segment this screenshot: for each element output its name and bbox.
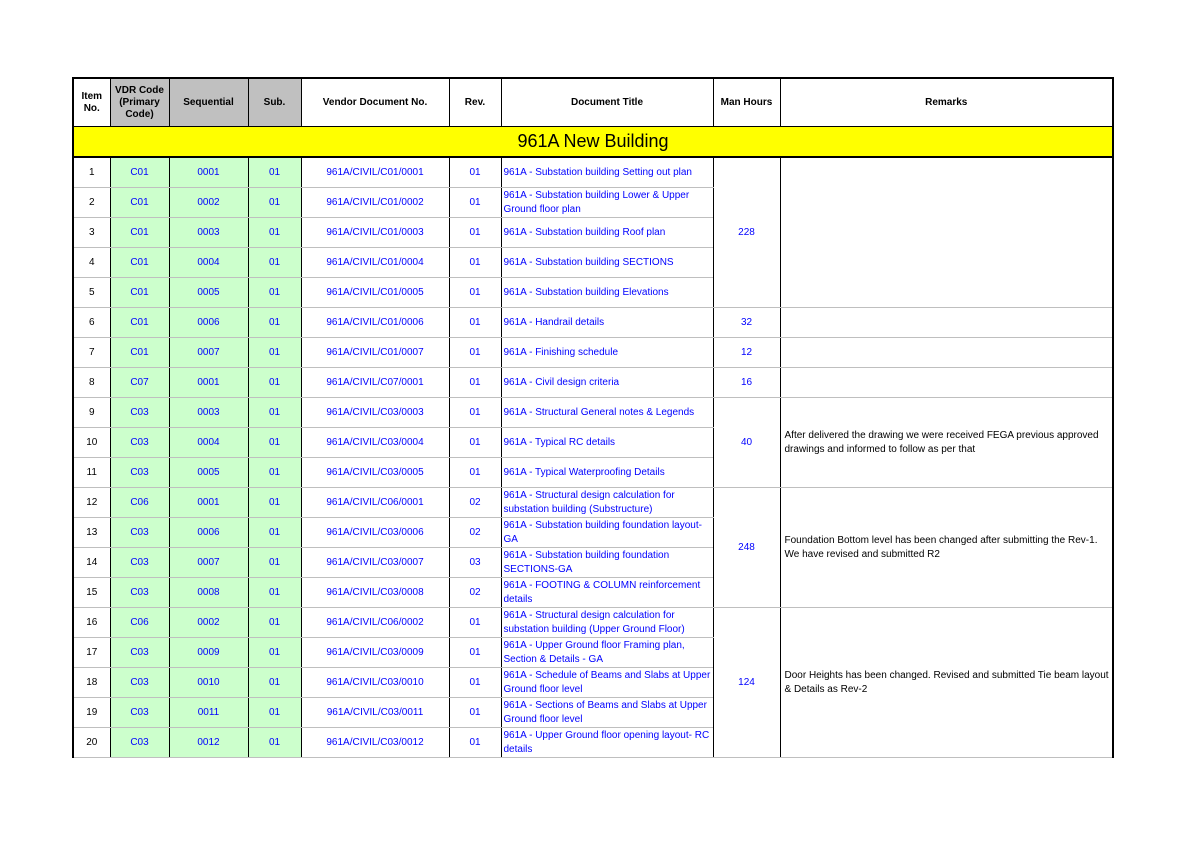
cell-sequential: 0005	[169, 278, 248, 308]
header-sequential: Sequential	[169, 78, 248, 127]
cell-sub: 01	[248, 728, 301, 758]
cell-vdr-code: C01	[110, 338, 169, 368]
cell-sequential: 0008	[169, 578, 248, 608]
cell-sequential: 0001	[169, 157, 248, 188]
cell-item: 4	[73, 248, 110, 278]
cell-doc-title: 961A - Typical RC details	[501, 428, 713, 458]
cell-man-hours: 12	[713, 338, 780, 368]
vdr-table	[72, 77, 1114, 758]
table-row	[73, 338, 1113, 368]
cell-man-hours: 32	[713, 308, 780, 338]
cell-rev: 01	[449, 338, 501, 368]
cell-doc-title: 961A - Civil design criteria	[501, 368, 713, 398]
cell-item: 20	[73, 728, 110, 758]
cell-sub: 01	[248, 218, 301, 248]
cell-rev: 03	[449, 548, 501, 578]
cell-sequential: 0004	[169, 248, 248, 278]
cell-sub: 01	[248, 157, 301, 188]
cell-vdr-code: C03	[110, 728, 169, 758]
cell-vendor-doc: 961A/CIVIL/C01/0006	[301, 308, 449, 338]
header-vendor-doc: Vendor Document No.	[301, 78, 449, 127]
cell-item: 16	[73, 608, 110, 638]
cell-vendor-doc: 961A/CIVIL/C03/0011	[301, 698, 449, 728]
header-doc-title: Document Title	[501, 78, 713, 127]
cell-rev: 02	[449, 488, 501, 518]
cell-rev: 01	[449, 157, 501, 188]
cell-sub: 01	[248, 368, 301, 398]
cell-item: 18	[73, 668, 110, 698]
cell-vendor-doc: 961A/CIVIL/C03/0005	[301, 458, 449, 488]
cell-remarks	[780, 338, 1113, 368]
cell-vdr-code: C03	[110, 578, 169, 608]
cell-doc-title: 961A - FOOTING & COLUMN reinforcement details	[501, 578, 713, 608]
cell-vdr-code: C01	[110, 157, 169, 188]
cell-sub: 01	[248, 578, 301, 608]
cell-sub: 01	[248, 638, 301, 668]
cell-sub: 01	[248, 518, 301, 548]
section-title: 961A New Building	[73, 127, 1113, 158]
document-register-sheet	[72, 77, 1112, 758]
cell-vdr-code: C03	[110, 548, 169, 578]
cell-vendor-doc: 961A/CIVIL/C03/0008	[301, 578, 449, 608]
cell-vendor-doc: 961A/CIVIL/C03/0010	[301, 668, 449, 698]
table-row	[73, 398, 1113, 428]
cell-vendor-doc: 961A/CIVIL/C03/0009	[301, 638, 449, 668]
cell-remarks: Door Heights has been changed. Revised and submitted Tie beam layout & Details as Rev-2	[780, 608, 1113, 758]
cell-sub: 01	[248, 668, 301, 698]
cell-vdr-code: C07	[110, 368, 169, 398]
cell-item: 8	[73, 368, 110, 398]
cell-vendor-doc: 961A/CIVIL/C03/0012	[301, 728, 449, 758]
cell-rev: 02	[449, 518, 501, 548]
cell-rev: 01	[449, 728, 501, 758]
cell-doc-title: 961A - Upper Ground floor Framing plan, Section & Details - GA	[501, 638, 713, 668]
header-vdr-code: VDR Code (Primary Code)	[110, 78, 169, 127]
cell-doc-title: 961A - Substation building SECTIONS	[501, 248, 713, 278]
cell-sequential: 0002	[169, 608, 248, 638]
cell-sub: 01	[248, 428, 301, 458]
cell-vendor-doc: 961A/CIVIL/C01/0004	[301, 248, 449, 278]
cell-man-hours: 228	[713, 157, 780, 308]
cell-doc-title: 961A - Structural design calculation for substation building (Upper Ground Floor)	[501, 608, 713, 638]
cell-vendor-doc: 961A/CIVIL/C01/0001	[301, 157, 449, 188]
cell-item: 10	[73, 428, 110, 458]
cell-sub: 01	[248, 698, 301, 728]
cell-sub: 01	[248, 188, 301, 218]
cell-sequential: 0007	[169, 338, 248, 368]
cell-vendor-doc: 961A/CIVIL/C03/0006	[301, 518, 449, 548]
cell-item: 7	[73, 338, 110, 368]
cell-sequential: 0001	[169, 488, 248, 518]
cell-item: 14	[73, 548, 110, 578]
cell-vendor-doc: 961A/CIVIL/C03/0004	[301, 428, 449, 458]
cell-man-hours: 248	[713, 488, 780, 608]
cell-vdr-code: C03	[110, 428, 169, 458]
cell-vendor-doc: 961A/CIVIL/C03/0003	[301, 398, 449, 428]
cell-man-hours: 124	[713, 608, 780, 758]
cell-vdr-code: C03	[110, 458, 169, 488]
cell-doc-title: 961A - Schedule of Beams and Slabs at Upper Ground floor level	[501, 668, 713, 698]
cell-vendor-doc: 961A/CIVIL/C06/0002	[301, 608, 449, 638]
cell-remarks: Foundation Bottom level has been changed after submitting the Rev-1. We have revised and submitted R2	[780, 488, 1113, 608]
cell-rev: 01	[449, 698, 501, 728]
cell-doc-title: 961A - Sections of Beams and Slabs at Upper Ground floor level	[501, 698, 713, 728]
table-body	[73, 157, 1113, 758]
cell-remarks	[780, 308, 1113, 338]
table-row	[73, 308, 1113, 338]
cell-doc-title: 961A - Substation building foundation SECTIONS-GA	[501, 548, 713, 578]
header-item: Item No.	[73, 78, 110, 127]
cell-rev: 02	[449, 578, 501, 608]
cell-item: 9	[73, 398, 110, 428]
table-row	[73, 608, 1113, 638]
cell-sequential: 0009	[169, 638, 248, 668]
cell-vdr-code: C01	[110, 218, 169, 248]
section-title-row	[73, 127, 1113, 158]
cell-doc-title: 961A - Structural General notes & Legends	[501, 398, 713, 428]
cell-item: 15	[73, 578, 110, 608]
cell-sub: 01	[248, 608, 301, 638]
cell-vdr-code: C03	[110, 638, 169, 668]
cell-man-hours: 40	[713, 398, 780, 488]
table-row	[73, 157, 1113, 188]
table-row	[73, 368, 1113, 398]
cell-item: 12	[73, 488, 110, 518]
cell-sequential: 0005	[169, 458, 248, 488]
cell-item: 19	[73, 698, 110, 728]
cell-sequential: 0004	[169, 428, 248, 458]
cell-vdr-code: C03	[110, 668, 169, 698]
cell-doc-title: 961A - Substation building Elevations	[501, 278, 713, 308]
header-man-hours: Man Hours	[713, 78, 780, 127]
cell-rev: 01	[449, 218, 501, 248]
cell-vendor-doc: 961A/CIVIL/C01/0005	[301, 278, 449, 308]
cell-sub: 01	[248, 488, 301, 518]
cell-sequential: 0010	[169, 668, 248, 698]
cell-remarks	[780, 157, 1113, 308]
cell-remarks: After delivered the drawing we were received FEGA previous approved drawings and informed to follow as per that	[780, 398, 1113, 488]
cell-sub: 01	[248, 308, 301, 338]
cell-doc-title: 961A - Typical Waterproofing Details	[501, 458, 713, 488]
cell-sub: 01	[248, 248, 301, 278]
cell-rev: 01	[449, 368, 501, 398]
header-remarks: Remarks	[780, 78, 1113, 127]
cell-doc-title: 961A - Substation building Roof plan	[501, 218, 713, 248]
cell-sequential: 0003	[169, 398, 248, 428]
cell-sequential: 0006	[169, 308, 248, 338]
cell-vdr-code: C06	[110, 608, 169, 638]
cell-item: 6	[73, 308, 110, 338]
cell-item: 17	[73, 638, 110, 668]
cell-item: 2	[73, 188, 110, 218]
cell-vdr-code: C03	[110, 698, 169, 728]
cell-vdr-code: C01	[110, 278, 169, 308]
cell-rev: 01	[449, 278, 501, 308]
cell-vdr-code: C03	[110, 398, 169, 428]
cell-sub: 01	[248, 278, 301, 308]
cell-sequential: 0012	[169, 728, 248, 758]
cell-sequential: 0003	[169, 218, 248, 248]
cell-doc-title: 961A - Upper Ground floor opening layout- RC details	[501, 728, 713, 758]
cell-vendor-doc: 961A/CIVIL/C07/0001	[301, 368, 449, 398]
cell-sub: 01	[248, 458, 301, 488]
cell-doc-title: 961A - Substation building Setting out plan	[501, 157, 713, 188]
cell-rev: 01	[449, 608, 501, 638]
cell-rev: 01	[449, 458, 501, 488]
cell-vendor-doc: 961A/CIVIL/C01/0002	[301, 188, 449, 218]
cell-vdr-code: C01	[110, 248, 169, 278]
cell-vdr-code: C06	[110, 488, 169, 518]
cell-sub: 01	[248, 338, 301, 368]
cell-item: 3	[73, 218, 110, 248]
header-rev: Rev.	[449, 78, 501, 127]
cell-doc-title: 961A - Substation building Lower & Upper Ground floor plan	[501, 188, 713, 218]
cell-doc-title: 961A - Structural design calculation for substation building (Substructure)	[501, 488, 713, 518]
cell-vendor-doc: 961A/CIVIL/C06/0001	[301, 488, 449, 518]
cell-vendor-doc: 961A/CIVIL/C01/0003	[301, 218, 449, 248]
cell-item: 13	[73, 518, 110, 548]
cell-sequential: 0007	[169, 548, 248, 578]
cell-rev: 01	[449, 398, 501, 428]
cell-doc-title: 961A - Handrail details	[501, 308, 713, 338]
cell-man-hours: 16	[713, 368, 780, 398]
cell-sub: 01	[248, 548, 301, 578]
cell-vendor-doc: 961A/CIVIL/C03/0007	[301, 548, 449, 578]
table-row	[73, 488, 1113, 518]
cell-vendor-doc: 961A/CIVIL/C01/0007	[301, 338, 449, 368]
cell-rev: 01	[449, 308, 501, 338]
header-row	[73, 78, 1113, 127]
cell-rev: 01	[449, 188, 501, 218]
cell-remarks	[780, 368, 1113, 398]
cell-sub: 01	[248, 398, 301, 428]
cell-vdr-code: C01	[110, 308, 169, 338]
cell-rev: 01	[449, 248, 501, 278]
header-sub: Sub.	[248, 78, 301, 127]
cell-vdr-code: C03	[110, 518, 169, 548]
cell-sequential: 0006	[169, 518, 248, 548]
cell-rev: 01	[449, 428, 501, 458]
cell-sequential: 0011	[169, 698, 248, 728]
cell-vdr-code: C01	[110, 188, 169, 218]
cell-doc-title: 961A - Finishing schedule	[501, 338, 713, 368]
cell-rev: 01	[449, 638, 501, 668]
cell-item: 11	[73, 458, 110, 488]
cell-item: 5	[73, 278, 110, 308]
cell-sequential: 0002	[169, 188, 248, 218]
cell-item: 1	[73, 157, 110, 188]
cell-sequential: 0001	[169, 368, 248, 398]
cell-rev: 01	[449, 668, 501, 698]
cell-doc-title: 961A - Substation building foundation layout-GA	[501, 518, 713, 548]
